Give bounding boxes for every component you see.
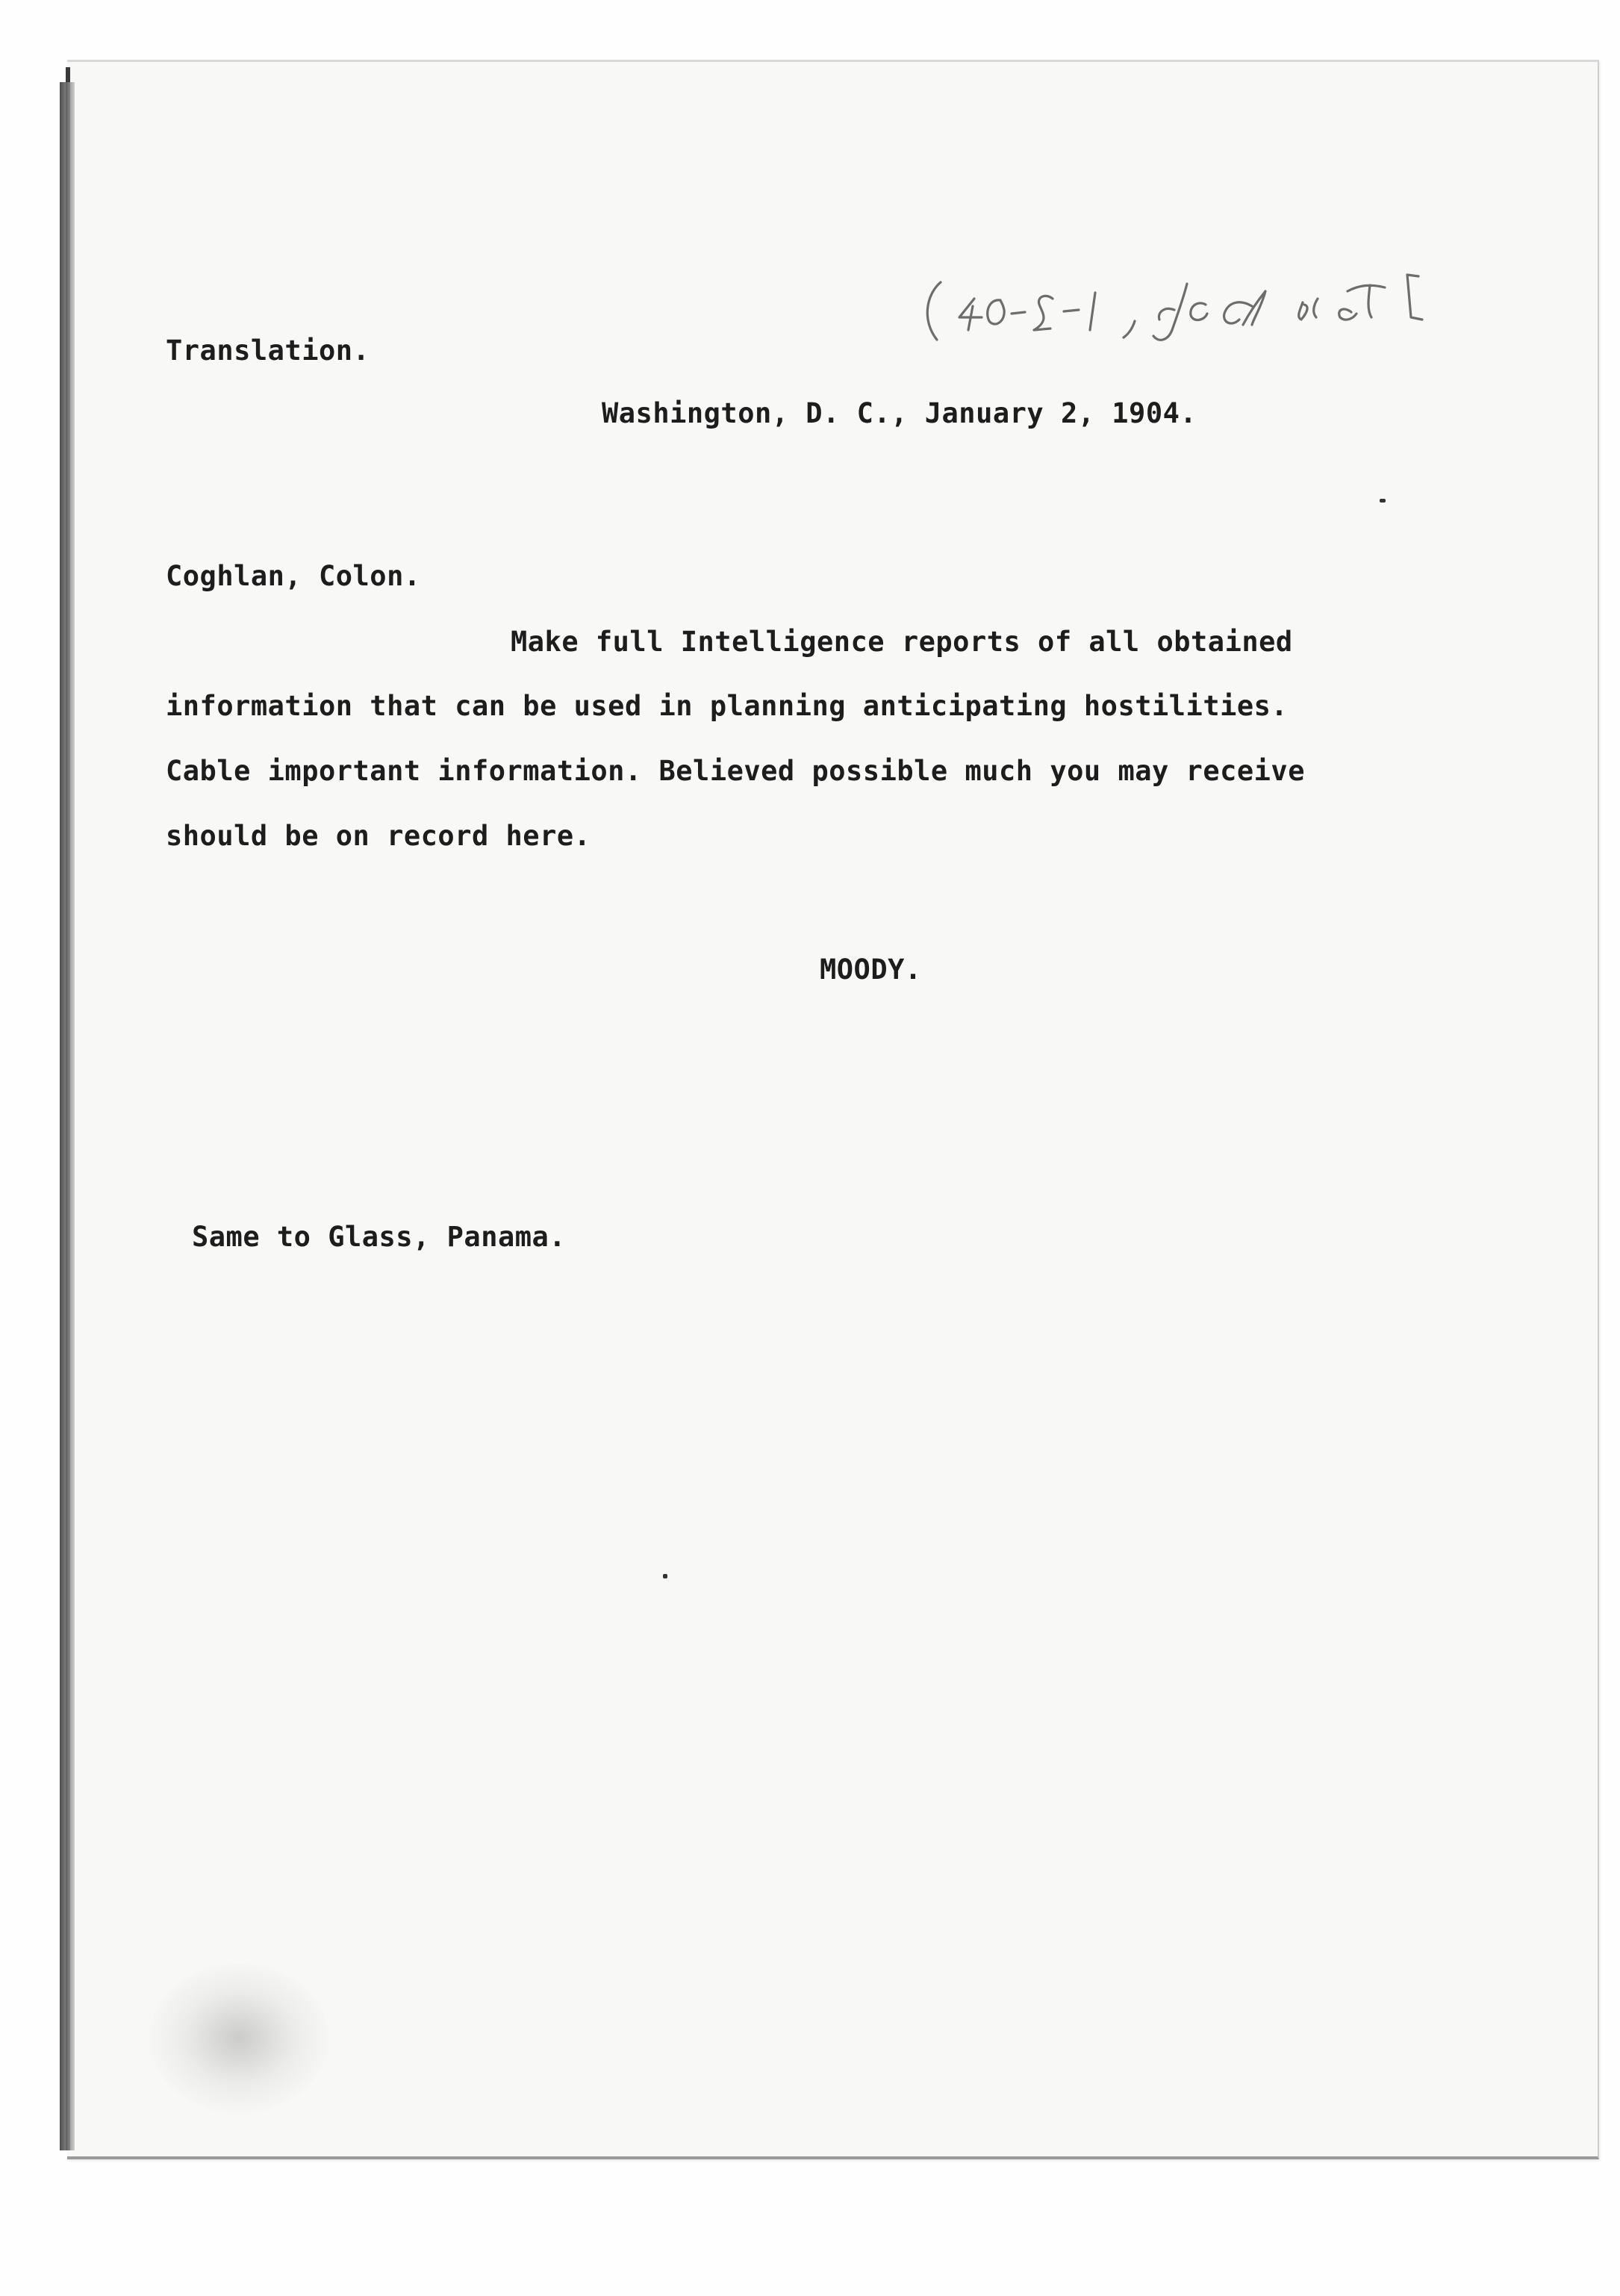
message-line: Cable important information. Believed possible much you may receive bbox=[166, 755, 1305, 787]
handwritten-annotation bbox=[750, 246, 1441, 366]
paper-sheet bbox=[67, 60, 1599, 2159]
signature: MOODY. bbox=[820, 953, 922, 986]
stray-mark bbox=[1380, 499, 1386, 503]
document-label: Translation. bbox=[166, 335, 370, 367]
distribution-note: Same to Glass, Panama. bbox=[192, 1221, 567, 1253]
paper-left-edge bbox=[60, 82, 75, 2150]
message-line: should be on record here. bbox=[166, 820, 591, 852]
message-line: Make full Intelligence reports of all obtained bbox=[511, 626, 1293, 658]
addressee: Coghlan, Colon. bbox=[166, 560, 421, 592]
stray-mark bbox=[663, 1574, 667, 1578]
dateline: Washington, D. C., January 2, 1904. bbox=[602, 397, 1197, 429]
message-line: information that can be used in planning anticipating hostilities. bbox=[166, 690, 1289, 722]
ink-smudge bbox=[149, 1964, 328, 2113]
